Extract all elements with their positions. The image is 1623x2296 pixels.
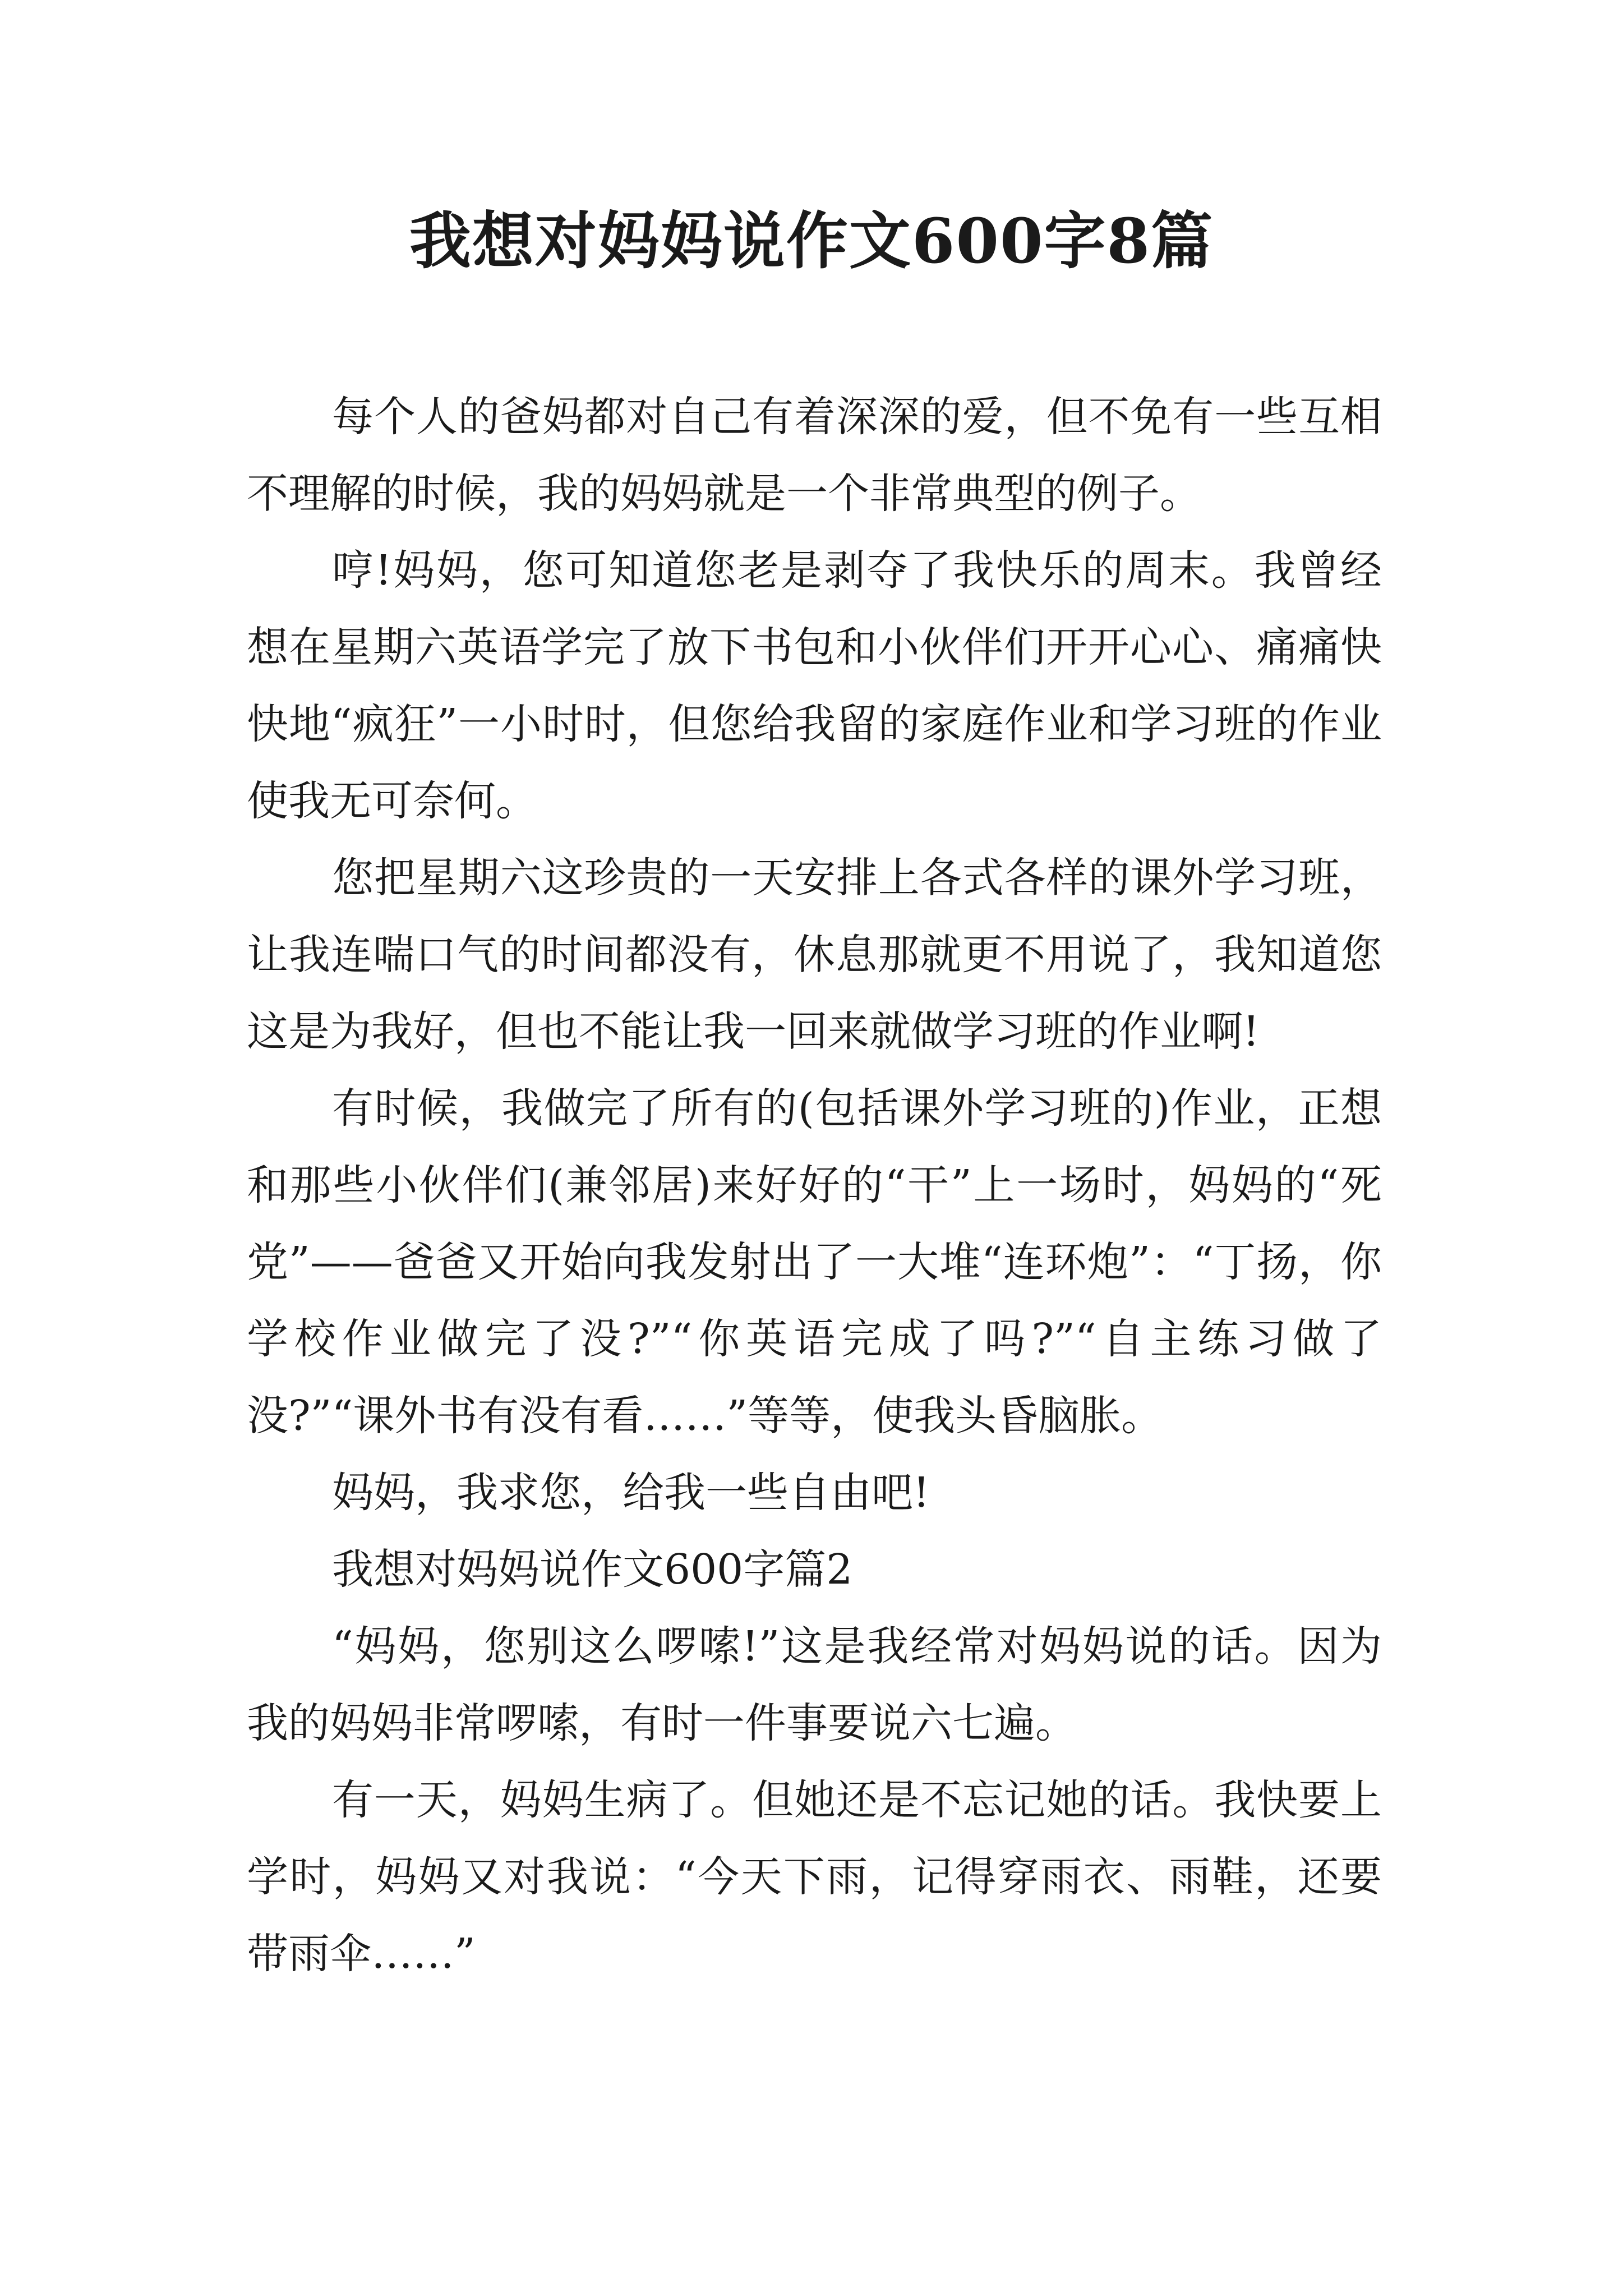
paragraph-7: 有一天，妈妈生病了。但她还是不忘记她的话。我快要上学时，妈妈又对我说：“今天下雨，记得穿雨衣、雨鞋，还要带雨伞……” [247,1776,1382,1978]
paragraph-3: 您把星期六这珍贵的一天安排上各式各样的课外学习班，让我连喘口气的时间都没有，休息那就更不用说了，我知道您这是为我好，但也不能让我一回来就做学习班的作业啊! [247,854,1382,1056]
paragraph-2: 哼!妈妈，您可知道您老是剥夺了我快乐的周末。我曾经想在星期六英语学完了放下书包和小伙伴们开开心心、痛痛快快地“疯狂”一小时时，但您给我留的家庭作业和学习班的作业使我无可奈何。 [247,546,1382,825]
paragraph-5: 妈妈，我求您，给我一些自由吧! [332,1469,930,1517]
paragraph-1: 每个人的爸妈都对自己有着深深的爱，但不免有一些互相不理解的时候，我的妈妈就是一个非常典型的例子。 [247,393,1382,518]
section-heading-2: 我想对妈妈说作文600字篇2 [332,1545,853,1594]
paragraph-6: “妈妈，您别这么啰嗦!”这是我经常对妈妈说的话。因为我的妈妈非常啰嗦，有时一件事要说六七遍。 [247,1622,1382,1747]
document-title: 我想对妈妈说作文600字8篇 [409,205,1214,277]
paragraph-4: 有时候，我做完了所有的(包括课外学习班的)作业，正想和那些小伙伴们(兼邻居)来好好的“干”上一场时，妈妈的“死党”——爸爸又开始向我发射出了一大堆“连环炮”：“丁扬，你学校作业做完了没?”“你英语完成了吗?”“自主练习做了没?”“课外书有没有看……”等等，使我头昏脑胀。 [247,1084,1382,1440]
document-body [247,379,1382,1993]
